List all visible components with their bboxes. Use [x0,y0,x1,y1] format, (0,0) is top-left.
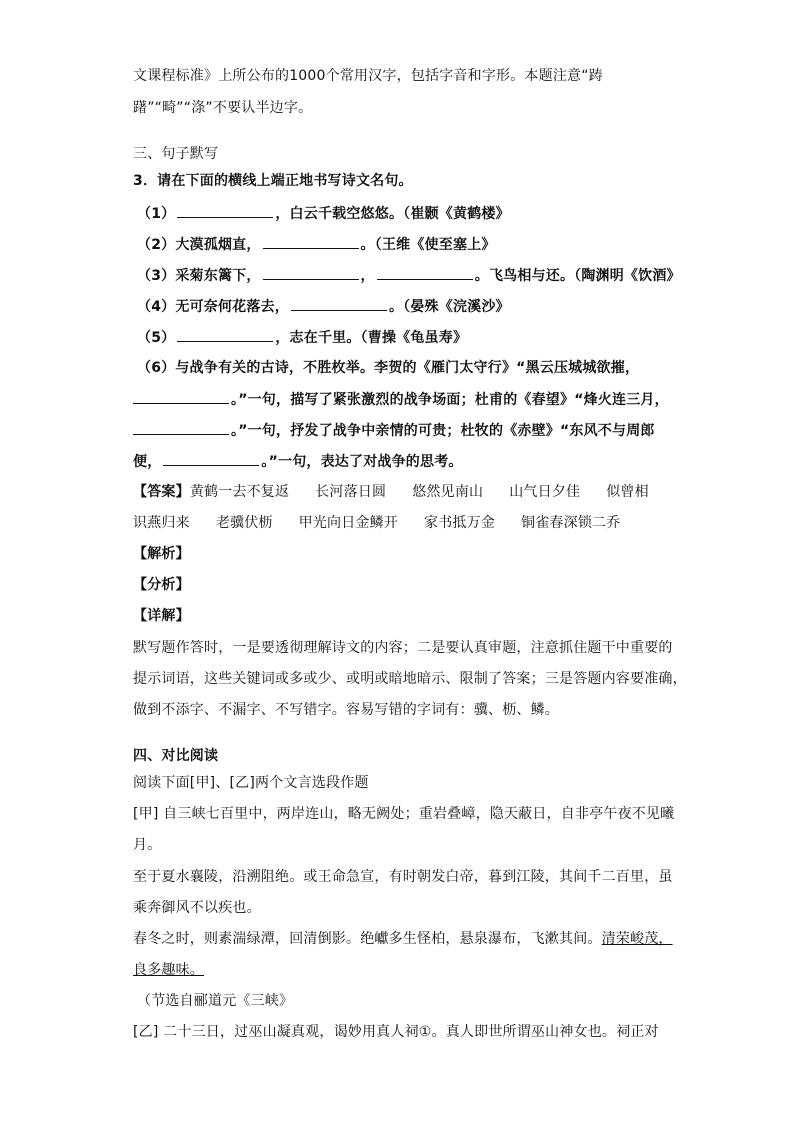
answer-2: 长河落日圆 [315,484,387,500]
jia-line-2: 月。 [133,837,162,853]
answer-10: 铜雀春深锁二乔 [521,515,621,531]
item-6-line-4-pre: 便， [133,454,162,470]
item-4 [137,296,510,317]
answer-9: 家书抵万金 [424,515,496,531]
answer-label: 【答案】 [133,484,190,500]
item-3-text: 。飞鸟相与还。（陶渊明《饮酒》 [474,268,681,284]
answer-4: 山气日夕佳 [509,484,581,500]
blank-5[interactable] [177,327,273,342]
answer-5: 似曾相 [606,484,649,500]
blank-6b[interactable] [133,420,229,435]
item-1-text: ，白云千载空悠悠。（崔颢《黄鹤楼》 [275,206,510,222]
answer-line-1 [133,482,649,502]
yi-line-1: [乙] 二十三日，过巫山凝真观，谒妙用真人祠①。真人即世所谓巫山神女也。祠正对 [133,1024,659,1040]
item-5-text: ，志在千里。（曹操《龟虽寿》 [275,330,468,346]
question-3: 3．请在下面的横线上端正地书写诗文名句。 [133,173,413,189]
item-6-line-2-text: 。”一句，描写了紧张激烈的战争场面；杜甫的《春望》“烽火连三月， [231,392,669,408]
spring-line [133,929,673,949]
section-4-heading: 四、对比阅读 [133,748,219,764]
source-note: （节选自郦道元《三峡》 [137,993,294,1009]
answer-7: 老骥伏枥 [215,515,273,531]
item-6-line-3-text: 。”一句，抒发了战争中亲情的可贵；杜牧的《赤壁》“东风不与周郎 [231,423,655,439]
item-6-line-4 [133,451,463,472]
item-6-line-3 [133,420,655,441]
xiangjie-label: 【详解】 [133,608,190,624]
detail-line-3: 做到不添字、不漏字、不写错字。容易写错的字词有：骥、枥、鳞。 [133,702,559,718]
item-6-line-4-post: 。”一句，表达了对战争的思考。 [261,454,463,470]
item-3-num: （3）采菊东篱下， [137,268,261,284]
answer-1: 黄鹤一去不复返 [189,484,290,500]
item-3-mid: ， [360,268,375,284]
section-4-intro: 阅读下面[甲]、[乙]两个文言选段作题 [133,775,369,791]
answer-3: 悠然见南山 [412,484,484,500]
blank-2[interactable] [263,234,359,249]
answer-6: 识燕归来 [133,515,190,531]
jia-line-1: [甲] 自三峡七百里中，两岸连山，略无阙处；重岩叠嶂，隐天蔽日，自非亭午夜不见曦 [133,806,675,822]
jia-line-3: 至于夏水襄陵，沿溯阻绝。或王命急宣，有时朝发白帝，暮到江陵，其间千二百里，虽 [133,869,673,885]
blank-6c[interactable] [163,451,259,466]
fenxi-label: 【分析】 [133,577,190,593]
blank-3b[interactable] [377,265,473,280]
intro-line-1: 文课程标准》上所公布的1000个常用汉字，包括字音和字形。本题注意“踌 [133,68,603,84]
jia-line-4: 乘奔御风不以疾也。 [133,900,261,916]
item-1 [137,203,510,224]
analysis-label: 【解析】 [133,546,190,562]
spring-line-2: 良多趣味。 [133,962,204,978]
answer-8: 甲光向日金鳞开 [298,515,399,531]
spring-text: 春冬之时，则素湍绿潭，回清倒影。绝巘多生怪柏，悬泉瀑布，飞漱其间。 [133,931,602,947]
section-3-heading: 三、句子默写 [133,146,219,162]
item-5 [137,327,467,348]
blank-6a[interactable] [133,389,229,404]
item-5-num: （5） [137,330,176,346]
item-3 [137,265,681,286]
blank-3a[interactable] [263,265,359,280]
spring-underlined: 清荣峻茂， [601,931,673,947]
item-1-num: （1） [137,206,176,222]
blank-1[interactable] [177,203,273,218]
item-6-line-2 [133,389,669,410]
item-2-text: 。（王维《使至塞上》 [360,237,496,253]
item-6-line-1: （6）与战争有关的古诗，不胜枚举。李贺的《雁门太守行》“黑云压城城欲摧， [137,360,640,376]
detail-line-1: 默写题作答时，一是要透彻理解诗文的内容；二是要认真审题，注意抓住题干中重要的 [133,640,673,656]
intro-line-2: 躇”“畸”“涤”不要认半边字。 [133,100,313,116]
detail-line-2: 提示词语，这些关键词或多或少、或明或暗地暗示、限制了答案；三是答题内容要准确， [133,671,687,687]
blank-4[interactable] [291,296,387,311]
answer-line-2 [133,513,620,533]
item-4-num: （4）无可奈何花落去， [137,299,289,315]
item-2-num: （2）大漠孤烟直， [137,237,261,253]
item-2 [137,234,496,255]
item-4-text: 。（晏殊《浣溪沙》 [388,299,510,315]
